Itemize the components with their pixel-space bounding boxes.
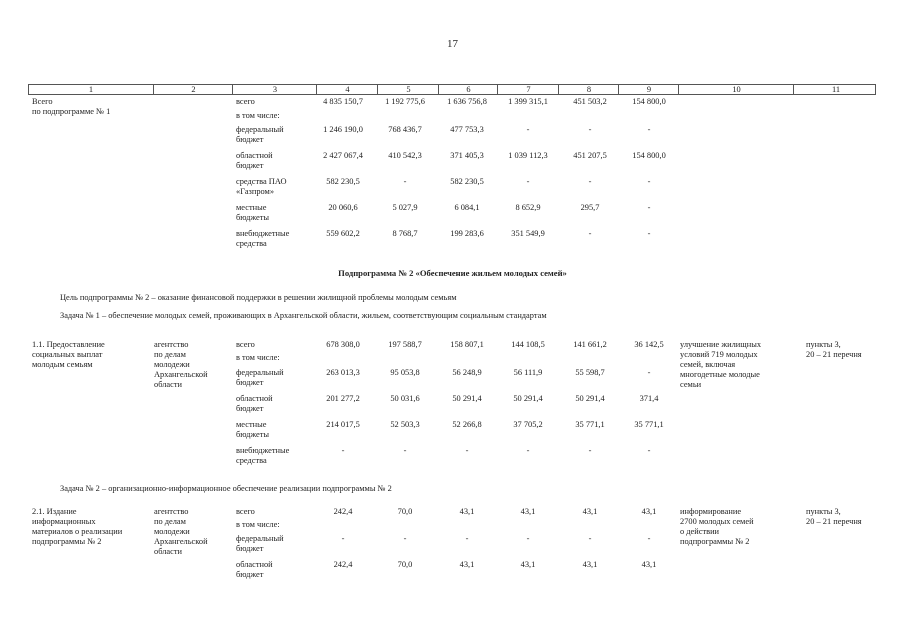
value-cell: - [647, 177, 651, 186]
value-cell: 451 503,2 [573, 97, 607, 106]
funding-type: бюджет [236, 544, 264, 553]
value-cell: 52 266,8 [452, 420, 482, 429]
value-cell: - [647, 446, 651, 455]
header-col-5: 5 [377, 85, 439, 94]
executor: области [154, 380, 182, 389]
value-cell: - [403, 534, 407, 543]
value-cell: 43,1 [582, 560, 598, 569]
value-cell: 351 549,9 [511, 229, 545, 238]
value-cell: 43,1 [641, 507, 657, 516]
value-cell: 8 768,7 [392, 229, 418, 238]
value-cell: - [526, 534, 530, 543]
value-cell: 141 661,2 [573, 340, 607, 349]
value-cell: 371,4 [639, 394, 659, 403]
goal-text: Цель подпрограммы № 2 – оказание финансовой поддержки в решении жилищной проблемы молодым семьям [60, 293, 457, 302]
reference-points: 20 – 21 перечня [806, 350, 862, 359]
funding-type: средства [236, 456, 267, 465]
value-cell: 95 053,8 [390, 368, 420, 377]
header-col-2: 2 [153, 85, 233, 94]
expected-result: 2700 молодых семей [680, 517, 754, 526]
value-cell: - [403, 446, 407, 455]
value-cell: 43,1 [459, 560, 475, 569]
value-cell: 43,1 [582, 507, 598, 516]
header-col-6: 6 [438, 85, 498, 94]
funding-type: бюджет [236, 570, 264, 579]
value-cell: 1 192 775,6 [385, 97, 425, 106]
expected-result: семьи [680, 380, 702, 389]
value-cell: 410 542,3 [388, 151, 422, 160]
funding-type: федеральный [236, 125, 284, 134]
value-cell: - [647, 203, 651, 212]
value-cell: - [647, 534, 651, 543]
value-cell: 43,1 [520, 507, 536, 516]
header-col-11: 11 [793, 85, 878, 94]
value-cell: 201 277,2 [326, 394, 360, 403]
value-cell: - [588, 229, 592, 238]
executor: области [154, 547, 182, 556]
header-col-10: 10 [678, 85, 794, 94]
value-cell: 50 291,4 [575, 394, 605, 403]
funding-type: средства ПАО [236, 177, 287, 186]
value-cell: 214 017,5 [326, 420, 360, 429]
funding-type: всего [236, 507, 255, 516]
value-cell: 1 399 315,1 [508, 97, 548, 106]
executor: Архангельской [154, 537, 208, 546]
value-cell: 43,1 [520, 560, 536, 569]
funding-type: бюджеты [236, 430, 270, 439]
funding-type: всего [236, 97, 255, 106]
measure-name: материалов о реализации [32, 527, 123, 536]
value-cell: 50 291,4 [513, 394, 543, 403]
funding-type: областной [236, 560, 273, 569]
expected-result: условий 719 молодых [680, 350, 758, 359]
expected-result: семей, включая [680, 360, 736, 369]
block1-col1-line: Всего [32, 97, 53, 106]
value-cell: 43,1 [641, 560, 657, 569]
value-cell: 70,0 [397, 507, 413, 516]
measure-name: информационных [32, 517, 96, 526]
task-1-text: Задача № 1 – обеспечение молодых семей, проживающих в Архангельской области, жильем, соответствующим социальным стандартам [60, 311, 547, 320]
table-header-row [28, 84, 876, 95]
value-cell: - [341, 534, 345, 543]
value-cell: 2 427 067,4 [323, 151, 363, 160]
value-cell: - [647, 229, 651, 238]
funding-type: в том числе: [236, 111, 280, 120]
reference-points: пункты 3, [806, 340, 841, 349]
funding-type: бюджет [236, 161, 264, 170]
value-cell: 20 060,6 [328, 203, 358, 212]
value-cell: 56 248,9 [452, 368, 482, 377]
value-cell: - [647, 368, 651, 377]
subprogram-title: Подпрограмма № 2 «Обеспечение жильем молодых семей» [338, 268, 567, 278]
funding-type: всего [236, 340, 255, 349]
funding-type: средства [236, 239, 267, 248]
value-cell: 37 705,2 [513, 420, 543, 429]
value-cell: 6 084,1 [454, 203, 480, 212]
executor: по делам [154, 517, 186, 526]
value-cell: 50 291,4 [452, 394, 482, 403]
page-number: 17 [447, 38, 458, 50]
funding-type: «Газпром» [236, 187, 275, 196]
block1-col1-line: по подпрограмме № 1 [32, 107, 111, 116]
funding-type: федеральный [236, 534, 284, 543]
measure-name: подпрограммы № 2 [32, 537, 102, 546]
value-cell: 295,7 [580, 203, 600, 212]
value-cell: - [465, 534, 469, 543]
value-cell: 451 207,5 [573, 151, 607, 160]
value-cell: - [526, 446, 530, 455]
funding-type: бюджет [236, 135, 264, 144]
value-cell: 559 602,2 [326, 229, 360, 238]
value-cell: 1 636 756,8 [447, 97, 487, 106]
executor: агентство [154, 507, 189, 516]
funding-type: федеральный [236, 368, 284, 377]
value-cell: 4 835 150,7 [323, 97, 363, 106]
value-cell: 582 230,5 [450, 177, 484, 186]
value-cell: 154 800,0 [632, 97, 666, 106]
reference-points: 20 – 21 перечня [806, 517, 862, 526]
value-cell: 199 283,6 [450, 229, 484, 238]
funding-type: местные [236, 420, 267, 429]
value-cell: 242,4 [333, 507, 353, 516]
funding-type: в том числе: [236, 353, 280, 362]
funding-type: местные [236, 203, 267, 212]
expected-result: подпрограммы № 2 [680, 537, 750, 546]
task-2-text: Задача № 2 – организационно-информационное обеспечение реализации подпрограммы № 2 [60, 484, 392, 493]
value-cell: 582 230,5 [326, 177, 360, 186]
value-cell: 35 771,1 [634, 420, 664, 429]
value-cell: 1 039 112,3 [508, 151, 548, 160]
value-cell: - [465, 446, 469, 455]
measure-name: 2.1. Издание [32, 507, 77, 516]
header-col-8: 8 [558, 85, 619, 94]
value-cell: 678 308,0 [326, 340, 360, 349]
funding-type: в том числе: [236, 520, 280, 529]
funding-type: областной [236, 394, 273, 403]
funding-type: бюджет [236, 378, 264, 387]
value-cell: - [588, 125, 592, 134]
expected-result: информирование [680, 507, 742, 516]
executor: агентство [154, 340, 189, 349]
executor: молодежи [154, 360, 190, 369]
value-cell: 263 013,3 [326, 368, 360, 377]
value-cell: 477 753,3 [450, 125, 484, 134]
value-cell: - [526, 125, 530, 134]
measure-name: молодым семьям [32, 360, 93, 369]
value-cell: 8 652,9 [515, 203, 541, 212]
value-cell: 70,0 [397, 560, 413, 569]
expected-result: многодетные молодые [680, 370, 760, 379]
value-cell: - [588, 177, 592, 186]
value-cell: 50 031,6 [390, 394, 420, 403]
measure-name: 1.1. Предоставление [32, 340, 105, 349]
funding-type: бюджет [236, 404, 264, 413]
value-cell: 242,4 [333, 560, 353, 569]
funding-type: бюджеты [236, 213, 270, 222]
value-cell: - [588, 534, 592, 543]
value-cell: 768 436,7 [388, 125, 422, 134]
value-cell: 56 111,9 [513, 368, 543, 377]
value-cell: 52 503,3 [390, 420, 420, 429]
value-cell: 1 246 190,0 [323, 125, 363, 134]
value-cell: 43,1 [459, 507, 475, 516]
funding-type: внебюджетные [236, 446, 290, 455]
funding-type: внебюджетные [236, 229, 290, 238]
header-col-4: 4 [316, 85, 378, 94]
value-cell: - [647, 125, 651, 134]
value-cell: 371 405,3 [450, 151, 484, 160]
reference-points: пункты 3, [806, 507, 841, 516]
value-cell: 5 027,9 [392, 203, 418, 212]
expected-result: о действии [680, 527, 720, 536]
value-cell: 55 598,7 [575, 368, 605, 377]
value-cell: 154 800,0 [632, 151, 666, 160]
value-cell: 144 108,5 [511, 340, 545, 349]
value-cell: 36 142,5 [634, 340, 664, 349]
value-cell: - [588, 446, 592, 455]
expected-result: улучшение жилищных [680, 340, 762, 349]
header-col-3: 3 [232, 85, 317, 94]
funding-type: областной [236, 151, 273, 160]
value-cell: - [341, 446, 345, 455]
measure-name: социальных выплат [32, 350, 103, 359]
header-col-9: 9 [618, 85, 679, 94]
value-cell: 158 807,1 [450, 340, 484, 349]
value-cell: 35 771,1 [575, 420, 605, 429]
header-col-1: 1 [88, 85, 94, 94]
executor: Архангельской [154, 370, 208, 379]
value-cell: 197 588,7 [388, 340, 422, 349]
value-cell: - [403, 177, 407, 186]
value-cell: - [526, 177, 530, 186]
executor: по делам [154, 350, 186, 359]
executor: молодежи [154, 527, 190, 536]
header-col-7: 7 [497, 85, 559, 94]
